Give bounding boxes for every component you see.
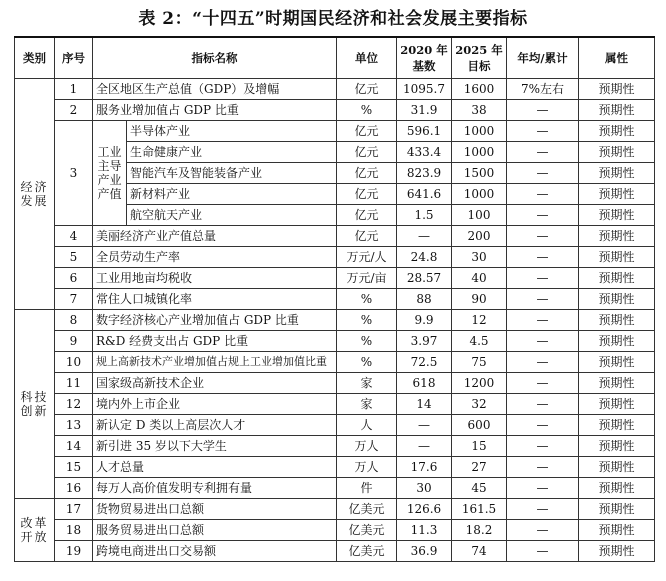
row-target: 15 bbox=[452, 436, 507, 457]
row-annual: — bbox=[507, 520, 579, 541]
indicator-table bbox=[14, 36, 655, 562]
row-unit: % bbox=[337, 289, 397, 310]
row-base: — bbox=[397, 415, 452, 436]
row-annual: — bbox=[507, 163, 579, 184]
row-target: 30 bbox=[452, 247, 507, 268]
row-unit: 亿元 bbox=[337, 226, 397, 247]
row-unit: % bbox=[337, 100, 397, 121]
row-attr: 预期性 bbox=[579, 352, 655, 373]
row-name: 全区地区生产总值（GDP）及增幅 bbox=[93, 79, 337, 100]
row-attr: 预期性 bbox=[579, 205, 655, 226]
row-attr: 预期性 bbox=[579, 310, 655, 331]
row-attr: 预期性 bbox=[579, 289, 655, 310]
row-name: 境内外上市企业 bbox=[93, 394, 337, 415]
row-target: 1600 bbox=[452, 79, 507, 100]
row-base: 1.5 bbox=[397, 205, 452, 226]
row-target: 4.5 bbox=[452, 331, 507, 352]
row-attr: 预期性 bbox=[579, 373, 655, 394]
table-row bbox=[15, 331, 655, 352]
row-target: 45 bbox=[452, 478, 507, 499]
row-no: 7 bbox=[55, 289, 93, 310]
row-unit: 亿美元 bbox=[337, 541, 397, 562]
row-annual: — bbox=[507, 142, 579, 163]
row-target: 1200 bbox=[452, 373, 507, 394]
row-target: 1500 bbox=[452, 163, 507, 184]
row-attr: 预期性 bbox=[579, 520, 655, 541]
header-row bbox=[15, 37, 655, 79]
row-no: 3 bbox=[55, 121, 93, 226]
table-row bbox=[15, 436, 655, 457]
row-target: 1000 bbox=[452, 142, 507, 163]
row-unit: 亿元 bbox=[337, 184, 397, 205]
subgroup-label: 工业主导产业产值 bbox=[93, 121, 127, 226]
row-no: 10 bbox=[55, 352, 93, 373]
row-attr: 预期性 bbox=[579, 79, 655, 100]
row-no: 2 bbox=[55, 100, 93, 121]
table-row bbox=[15, 268, 655, 289]
header-attr: 属性 bbox=[579, 37, 655, 79]
row-target: 40 bbox=[452, 268, 507, 289]
row-no: 17 bbox=[55, 499, 93, 520]
row-annual: — bbox=[507, 205, 579, 226]
row-target: 100 bbox=[452, 205, 507, 226]
category-tech: 科技创新 bbox=[15, 310, 55, 499]
row-name: 全员劳动生产率 bbox=[93, 247, 337, 268]
row-base: 823.9 bbox=[397, 163, 452, 184]
row-name: 半导体产业 bbox=[127, 121, 337, 142]
row-name: 人才总量 bbox=[93, 457, 337, 478]
row-base: 30 bbox=[397, 478, 452, 499]
table-row bbox=[15, 499, 655, 520]
table-row bbox=[15, 478, 655, 499]
row-target: 74 bbox=[452, 541, 507, 562]
row-name: 服务业增加值占 GDP 比重 bbox=[93, 100, 337, 121]
row-no: 5 bbox=[55, 247, 93, 268]
row-no: 4 bbox=[55, 226, 93, 247]
table-row bbox=[15, 289, 655, 310]
row-attr: 预期性 bbox=[579, 100, 655, 121]
row-name: 智能汽车及智能装备产业 bbox=[127, 163, 337, 184]
row-target: 12 bbox=[452, 310, 507, 331]
row-unit: 亿元 bbox=[337, 121, 397, 142]
row-annual: — bbox=[507, 436, 579, 457]
row-attr: 预期性 bbox=[579, 436, 655, 457]
row-target: 1000 bbox=[452, 121, 507, 142]
row-target: 18.2 bbox=[452, 520, 507, 541]
row-annual: — bbox=[507, 331, 579, 352]
table-title: 表 2：“十四五”时期国民经济和社会发展主要指标 bbox=[138, 9, 528, 29]
row-name: 服务贸易进出口总额 bbox=[93, 520, 337, 541]
row-unit: 亿美元 bbox=[337, 499, 397, 520]
row-name: 新认定 D 类以上高层次人才 bbox=[93, 415, 337, 436]
row-no: 12 bbox=[55, 394, 93, 415]
row-attr: 预期性 bbox=[579, 142, 655, 163]
row-attr: 预期性 bbox=[579, 394, 655, 415]
row-unit: 亿元 bbox=[337, 79, 397, 100]
row-base: 9.9 bbox=[397, 310, 452, 331]
row-no: 16 bbox=[55, 478, 93, 499]
header-category: 类别 bbox=[15, 37, 55, 79]
row-base: 433.4 bbox=[397, 142, 452, 163]
row-target: 600 bbox=[452, 415, 507, 436]
row-base: 24.8 bbox=[397, 247, 452, 268]
row-unit: 家 bbox=[337, 373, 397, 394]
header-name: 指标名称 bbox=[93, 37, 337, 79]
row-attr: 预期性 bbox=[579, 478, 655, 499]
row-target: 200 bbox=[452, 226, 507, 247]
table-row bbox=[15, 121, 655, 142]
row-unit: 件 bbox=[337, 478, 397, 499]
row-annual: — bbox=[507, 478, 579, 499]
row-unit: % bbox=[337, 310, 397, 331]
row-base: 3.97 bbox=[397, 331, 452, 352]
row-name: 每万人高价值发明专利拥有量 bbox=[93, 478, 337, 499]
row-target: 1000 bbox=[452, 184, 507, 205]
row-annual: 7%左右 bbox=[507, 79, 579, 100]
row-no: 8 bbox=[55, 310, 93, 331]
row-base: — bbox=[397, 436, 452, 457]
row-no: 18 bbox=[55, 520, 93, 541]
row-target: 32 bbox=[452, 394, 507, 415]
row-name: 新引进 35 岁以下大学生 bbox=[93, 436, 337, 457]
header-annual: 年均/累计 bbox=[507, 37, 579, 79]
row-target: 161.5 bbox=[452, 499, 507, 520]
row-attr: 预期性 bbox=[579, 499, 655, 520]
table-row bbox=[15, 520, 655, 541]
row-unit: 万元/亩 bbox=[337, 268, 397, 289]
row-unit: 亿美元 bbox=[337, 520, 397, 541]
row-name: 航空航天产业 bbox=[127, 205, 337, 226]
header-base: 2020 年基数 bbox=[397, 37, 452, 79]
row-base: 31.9 bbox=[397, 100, 452, 121]
row-name: 规上高新技术产业增加值占规上工业增加值比重 bbox=[93, 352, 337, 373]
row-name: 美丽经济产业产值总量 bbox=[93, 226, 337, 247]
row-name: 货物贸易进出口总额 bbox=[93, 499, 337, 520]
row-name: R&D 经费支出占 GDP 比重 bbox=[93, 331, 337, 352]
row-name: 工业用地亩均税收 bbox=[93, 268, 337, 289]
row-annual: — bbox=[507, 310, 579, 331]
row-annual: — bbox=[507, 226, 579, 247]
table-row bbox=[15, 247, 655, 268]
row-no: 14 bbox=[55, 436, 93, 457]
row-name: 新材料产业 bbox=[127, 184, 337, 205]
row-name: 国家级高新技术企业 bbox=[93, 373, 337, 394]
row-no: 13 bbox=[55, 415, 93, 436]
row-annual: — bbox=[507, 121, 579, 142]
row-no: 9 bbox=[55, 331, 93, 352]
row-base: 17.6 bbox=[397, 457, 452, 478]
row-unit: 人 bbox=[337, 415, 397, 436]
row-attr: 预期性 bbox=[579, 163, 655, 184]
row-base: 14 bbox=[397, 394, 452, 415]
row-annual: — bbox=[507, 541, 579, 562]
row-target: 38 bbox=[452, 100, 507, 121]
row-unit: 亿元 bbox=[337, 205, 397, 226]
table-row bbox=[15, 394, 655, 415]
row-annual: — bbox=[507, 499, 579, 520]
row-attr: 预期性 bbox=[579, 247, 655, 268]
row-name: 生命健康产业 bbox=[127, 142, 337, 163]
category-reform: 改革开放 bbox=[15, 499, 55, 562]
row-name: 常住人口城镇化率 bbox=[93, 289, 337, 310]
row-annual: — bbox=[507, 184, 579, 205]
row-unit: 家 bbox=[337, 394, 397, 415]
table-row bbox=[15, 79, 655, 100]
row-attr: 预期性 bbox=[579, 226, 655, 247]
row-base: 11.3 bbox=[397, 520, 452, 541]
header-seq: 序号 bbox=[55, 37, 93, 79]
row-attr: 预期性 bbox=[579, 457, 655, 478]
row-base: 36.9 bbox=[397, 541, 452, 562]
row-no: 15 bbox=[55, 457, 93, 478]
row-base: 1095.7 bbox=[397, 79, 452, 100]
table-row bbox=[15, 100, 655, 121]
row-unit: 亿元 bbox=[337, 142, 397, 163]
table-row bbox=[15, 457, 655, 478]
row-target: 27 bbox=[452, 457, 507, 478]
row-unit: 万元/人 bbox=[337, 247, 397, 268]
row-attr: 预期性 bbox=[579, 121, 655, 142]
row-attr: 预期性 bbox=[579, 268, 655, 289]
row-target: 90 bbox=[452, 289, 507, 310]
row-annual: — bbox=[507, 247, 579, 268]
table-row bbox=[15, 226, 655, 247]
row-base: 126.6 bbox=[397, 499, 452, 520]
row-annual: — bbox=[507, 268, 579, 289]
header-unit: 单位 bbox=[337, 37, 397, 79]
row-base: 618 bbox=[397, 373, 452, 394]
row-base: 641.6 bbox=[397, 184, 452, 205]
table-row bbox=[15, 415, 655, 436]
row-unit: 亿元 bbox=[337, 163, 397, 184]
row-annual: — bbox=[507, 289, 579, 310]
table-row bbox=[15, 541, 655, 562]
row-annual: — bbox=[507, 394, 579, 415]
row-annual: — bbox=[507, 100, 579, 121]
row-base: 72.5 bbox=[397, 352, 452, 373]
row-attr: 预期性 bbox=[579, 541, 655, 562]
table-row bbox=[15, 373, 655, 394]
row-base: 88 bbox=[397, 289, 452, 310]
row-base: — bbox=[397, 226, 452, 247]
row-name: 跨境电商进出口交易额 bbox=[93, 541, 337, 562]
row-annual: — bbox=[507, 373, 579, 394]
row-unit: % bbox=[337, 331, 397, 352]
row-annual: — bbox=[507, 352, 579, 373]
table-row bbox=[15, 310, 655, 331]
row-no: 6 bbox=[55, 268, 93, 289]
row-no: 19 bbox=[55, 541, 93, 562]
row-no: 11 bbox=[55, 373, 93, 394]
category-econ: 经济发展 bbox=[15, 79, 55, 310]
row-attr: 预期性 bbox=[579, 331, 655, 352]
row-name: 数字经济核心产业增加值占 GDP 比重 bbox=[93, 310, 337, 331]
row-annual: — bbox=[507, 415, 579, 436]
header-target: 2025 年目标 bbox=[452, 37, 507, 79]
table-row bbox=[15, 352, 655, 373]
row-base: 596.1 bbox=[397, 121, 452, 142]
row-annual: — bbox=[507, 457, 579, 478]
row-unit: 万人 bbox=[337, 436, 397, 457]
row-base: 28.57 bbox=[397, 268, 452, 289]
row-unit: 万人 bbox=[337, 457, 397, 478]
row-attr: 预期性 bbox=[579, 415, 655, 436]
row-target: 75 bbox=[452, 352, 507, 373]
row-attr: 预期性 bbox=[579, 184, 655, 205]
row-no: 1 bbox=[55, 79, 93, 100]
row-unit: % bbox=[337, 352, 397, 373]
